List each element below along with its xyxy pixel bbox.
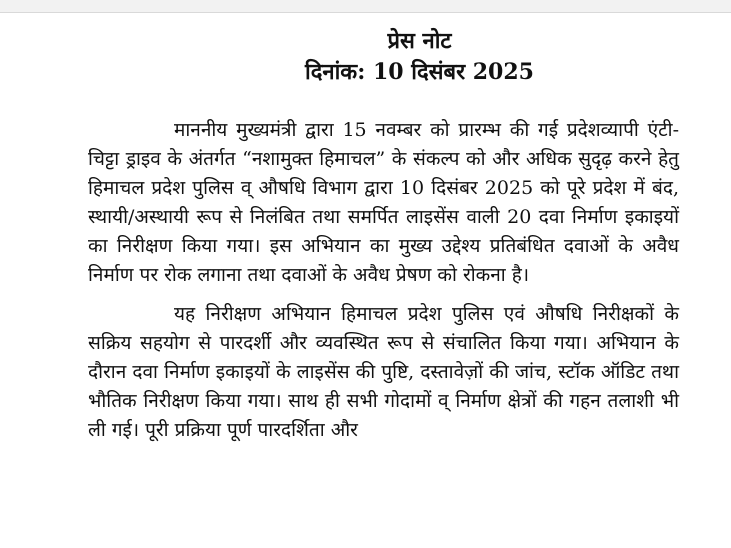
- page-title: प्रेस नोट: [387, 28, 452, 54]
- document-body: [88, 116, 679, 455]
- paragraph-1: माननीय मुख्यमंत्री द्वारा 15 नवम्बर को प्रारम्भ की गई प्रदेशव्यापी एंटी-चिट्टा ड्राइव के अंतर्गत “नशामुक्त हिमाचल” के संकल्प को और अधिक सुदृढ़ करने हेतु हिमाचल प्रदेश पुलिस व् औषधि विभाग द्वारा 10 दिसंबर 2025 को पूरे प्रदेश में बंद, स्थायी/अस्थायी रूप से निलंबित तथा समर्पित लाइसेंस वाली 20 दवा निर्माण इकाइयों का निरीक्षण किया गया। इस अभियान का मुख्य उद्देश्य प्रतिबंधित दवाओं के अवैध निर्माण पर रोक लगाना तथा दवाओं के अवैध प्रेषण को रोकना है।: [88, 119, 679, 286]
- date-line: दिनांक: 10 दिसंबर 2025: [305, 59, 534, 85]
- paragraph-2: यह निरीक्षण अभियान हिमाचल प्रदेश पुलिस एवं औषधि निरीक्षकों के सक्रिय सहयोग से पारदर्शी और व्यवस्थित रूप से संचालित किया गया। अभियान के दौरान दवा निर्माण इकाइयों के लाइसेंस की पुष्टि, दस्तावेज़ों की जांच, स्टॉक ऑडिट तथा भौतिक निरीक्षण किया गया। साथ ही सभी गोदामों व् निर्माण क्षेत्रों की गहन तलाशी भी ली गई। पूरी प्रक्रिया पूर्ण पारदर्शिता और: [88, 303, 679, 441]
- page-heading: [0, 26, 731, 88]
- press-note-page: [0, 12, 731, 548]
